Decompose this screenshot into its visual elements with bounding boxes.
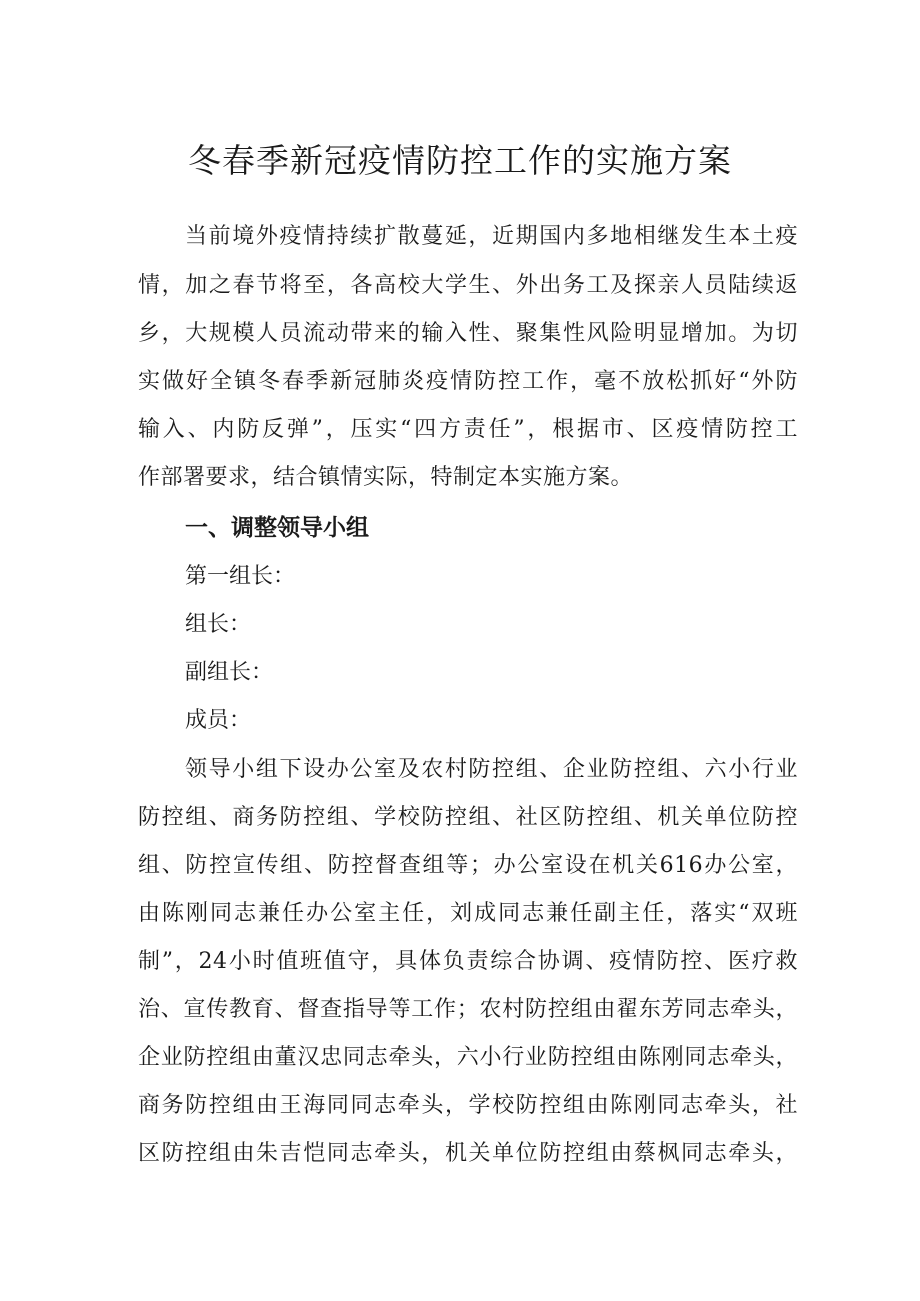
body-line: 由陈刚同志兼任办公室主任，刘成同志兼任副主任，落实“双班: [138, 901, 798, 926]
intro-line: 输入、内防反弹”，压实“四方责任”，根据市、区疫情防控工: [138, 417, 798, 442]
intro-line: 当前境外疫情持续扩散蔓延，近期国内多地相继发生本土疫: [185, 224, 798, 249]
intro-line: 乡，大规模人员流动带来的输入性、聚集性风险明显增加。为切: [138, 321, 798, 346]
leader-label: 组长：: [185, 612, 252, 637]
body-line: 领导小组下设办公室及农村防控组、企业防控组、六小行业: [185, 757, 798, 782]
section-heading: 一、调整领导小组: [185, 515, 369, 541]
intro-line: 实做好全镇冬春季新冠肺炎疫情防控工作，毫不放松抓好“外防: [138, 369, 798, 394]
intro-line: 作部署要求，结合镇情实际，特制定本实施方案。: [138, 465, 634, 490]
body-line: 治、宣传教育、督查指导等工作；农村防控组由翟东芳同志牵头，: [138, 997, 798, 1022]
document-title: 冬春季新冠疫情防控工作的实施方案: [188, 141, 732, 180]
body-line: 区防控组由朱吉恺同志牵头，机关单位防控组由蔡枫同志牵头，: [138, 1141, 798, 1166]
members-label: 成员：: [185, 708, 252, 733]
first-leader-label: 第一组长：: [185, 564, 296, 589]
body-line: 商务防控组由王海同同志牵头，学校防控组由陈刚同志牵头，社: [138, 1093, 798, 1118]
deputy-leader-label: 副组长：: [185, 660, 274, 685]
body-line: 制”，24小时值班值守，具体负责综合协调、疫情防控、医疗救: [138, 949, 798, 974]
body-line: 防控组、商务防控组、学校防控组、社区防控组、机关单位防控: [138, 805, 798, 830]
intro-line: 情，加之春节将至，各高校大学生、外出务工及探亲人员陆续返: [138, 273, 798, 298]
body-line: 组、防控宣传组、防控督查组等；办公室设在机关616办公室，: [138, 853, 798, 878]
body-line: 企业防控组由董汉忠同志牵头，六小行业防控组由陈刚同志牵头，: [138, 1045, 798, 1070]
